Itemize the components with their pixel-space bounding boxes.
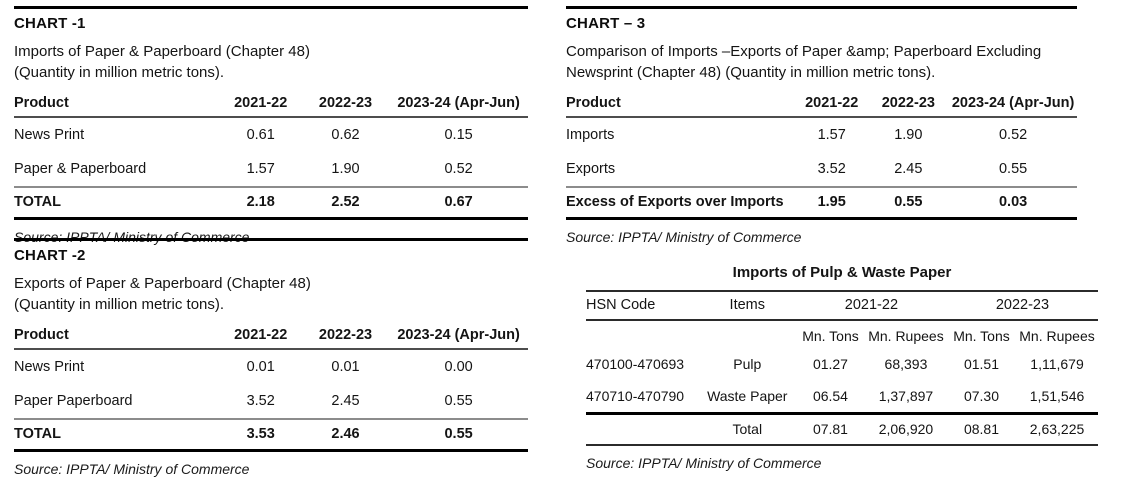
chart-3-table: [566, 91, 1077, 220]
total-label: TOTAL: [14, 187, 220, 219]
column-header-product: Product: [566, 91, 796, 117]
table-row: [14, 349, 528, 384]
value-cell: 3.52: [246, 392, 275, 409]
source-note: Source: IPPTA/ Ministry of Commerce: [14, 228, 250, 245]
value-cell: 07.30: [963, 388, 999, 404]
total-value-cell: 0.55: [389, 419, 528, 451]
total-value-cell: 2,06,920: [865, 414, 947, 446]
chart-1-title-line1: Imports of Paper & Paperboard (Chapter 48): [14, 43, 310, 60]
column-header-product: Product: [14, 323, 220, 349]
value-cell: 0.62: [331, 126, 360, 143]
table-row: [586, 348, 1098, 380]
column-header-year3: 2023-24 (Apr-Jun): [949, 91, 1077, 117]
total-value-cell: 0.55: [867, 187, 949, 219]
column-header-year-2022-23: 2022-23: [947, 291, 1098, 320]
subheader-mn-tons: Mn. Tons: [953, 328, 1010, 344]
product-cell: Imports: [566, 126, 615, 143]
subheader-mn-rupees: Mn. Rupees: [1019, 328, 1095, 344]
total-value-cell: 3.53: [220, 419, 302, 451]
pulp-table: [586, 290, 1098, 446]
total-value-cell: 0.03: [949, 187, 1077, 219]
value-cell: 0.01: [246, 358, 275, 375]
product-cell: News Print: [14, 358, 85, 375]
value-cell: 68,393: [884, 356, 928, 372]
table-row: [566, 152, 1077, 187]
value-cell: 0.55: [444, 392, 473, 409]
value-cell: 1,37,897: [878, 388, 934, 404]
product-cell: Exports: [566, 160, 616, 177]
total-value-cell: 07.81: [796, 414, 865, 446]
source-note: Source: IPPTA/ Ministry of Commerce: [566, 228, 802, 245]
item-cell: Waste Paper: [707, 388, 788, 404]
product-cell: News Print: [14, 126, 85, 143]
value-cell: 0.61: [246, 126, 275, 143]
column-header-year2: 2022-23: [302, 91, 389, 117]
chart-2-heading: CHART -2: [14, 247, 86, 264]
chart-3-title-line1: Comparison of Imports –Exports of Paper &amp; Paperboard Excluding: [566, 43, 1042, 60]
empty-cell: [699, 320, 796, 348]
chart-3-heading: CHART – 3: [566, 15, 646, 32]
column-header-year1: 2021-22: [796, 91, 868, 117]
chart-1-header-row: [14, 91, 528, 117]
chart-2-title: [14, 273, 528, 316]
column-header-year2: 2022-23: [302, 323, 389, 349]
total-label: Total: [699, 414, 796, 446]
chart-2-title-line2: (Quantity in million metric tons).: [14, 296, 225, 314]
chart-3-header-row: [566, 91, 1077, 117]
value-cell: 0.52: [444, 160, 473, 177]
chart-1-section: [14, 6, 528, 245]
column-header-product: Product: [14, 91, 220, 117]
chart-1-title: [14, 41, 528, 84]
total-value-cell: 1.95: [796, 187, 868, 219]
value-cell: 1,11,679: [1030, 356, 1084, 372]
value-cell: 0.01: [331, 358, 360, 375]
table-row: [586, 380, 1098, 414]
value-cell: 06.54: [812, 388, 848, 404]
total-row: [14, 187, 528, 219]
top-rule: [566, 6, 1077, 9]
value-cell: 1,51,546: [1029, 388, 1085, 404]
top-rule: [14, 238, 528, 241]
column-header-year1: 2021-22: [220, 91, 302, 117]
total-value-cell: 0.67: [389, 187, 528, 219]
total-row: [14, 419, 528, 451]
chart-1-title-line2: (Quantity in million metric tons).: [14, 64, 225, 82]
top-rule: [14, 6, 528, 9]
chart-2-header-row: [14, 323, 528, 349]
hsn-code-cell: 470710-470790: [586, 388, 685, 404]
chart-2-section: [14, 238, 528, 477]
pulp-subheader-row: [586, 320, 1098, 348]
value-cell: 1.57: [246, 160, 275, 177]
value-cell: 0.52: [998, 126, 1028, 143]
value-cell: 0.00: [444, 358, 473, 375]
column-header-items: Items: [699, 291, 796, 320]
column-header-year3: 2023-24 (Apr-Jun): [389, 91, 528, 117]
chart-2-table: [14, 323, 528, 452]
value-cell: 01.51: [963, 356, 999, 372]
table-row: [14, 117, 528, 152]
value-cell: 3.52: [817, 160, 846, 177]
total-label: TOTAL: [14, 419, 220, 451]
product-cell: Paper & Paperboard: [14, 160, 147, 177]
subheader-mn-rupees: Mn. Rupees: [868, 328, 944, 344]
empty-cell: [586, 320, 699, 348]
total-row: [566, 187, 1077, 219]
total-value-cell: 2.46: [302, 419, 389, 451]
source-note: Source: IPPTA/ Ministry of Commerce: [14, 460, 250, 477]
total-value-cell: 2.18: [220, 187, 302, 219]
chart-1-table: [14, 91, 528, 220]
value-cell: 0.55: [998, 160, 1028, 177]
empty-cell: [586, 414, 699, 446]
chart-2-title-line1: Exports of Paper & Paperboard (Chapter 48): [14, 275, 311, 292]
chart-3-title-line2: Newsprint (Chapter 48) (Quantity in million metric tons).: [566, 64, 936, 82]
total-value-cell: 2.52: [302, 187, 389, 219]
pulp-waste-paper-section: [586, 264, 1098, 471]
column-header-hsn-code: HSN Code: [586, 291, 699, 320]
chart-1-heading: CHART -1: [14, 15, 86, 32]
total-label: Excess of Exports over Imports: [566, 187, 796, 219]
value-cell: 2.45: [894, 160, 923, 177]
value-cell: 2.45: [331, 392, 360, 409]
column-header-year-2021-22: 2021-22: [796, 291, 947, 320]
column-header-year1: 2021-22: [220, 323, 302, 349]
column-header-year2: 2022-23: [867, 91, 949, 117]
table-row: [14, 152, 528, 187]
total-value-cell: 2,63,225: [1016, 414, 1098, 446]
item-cell: Pulp: [733, 356, 762, 372]
pulp-header-row: [586, 291, 1098, 320]
value-cell: 1.57: [817, 126, 846, 143]
total-row: [586, 414, 1098, 446]
value-cell: 1.90: [894, 126, 923, 143]
value-cell: 1.90: [331, 160, 360, 177]
value-cell: 01.27: [812, 356, 848, 372]
chart-3-section: [566, 6, 1077, 245]
pulp-table-title: Imports of Pulp & Waste Paper: [732, 264, 952, 281]
value-cell: 0.15: [444, 126, 473, 143]
chart-3-title: [566, 41, 1077, 84]
total-value-cell: 08.81: [947, 414, 1016, 446]
source-note: Source: IPPTA/ Ministry of Commerce: [586, 455, 822, 471]
table-row: [566, 117, 1077, 152]
table-row: [14, 384, 528, 419]
hsn-code-cell: 470100-470693: [586, 356, 685, 372]
subheader-mn-tons: Mn. Tons: [802, 328, 859, 344]
product-cell: Paper Paperboard: [14, 392, 133, 409]
column-header-year3: 2023-24 (Apr-Jun): [389, 323, 528, 349]
